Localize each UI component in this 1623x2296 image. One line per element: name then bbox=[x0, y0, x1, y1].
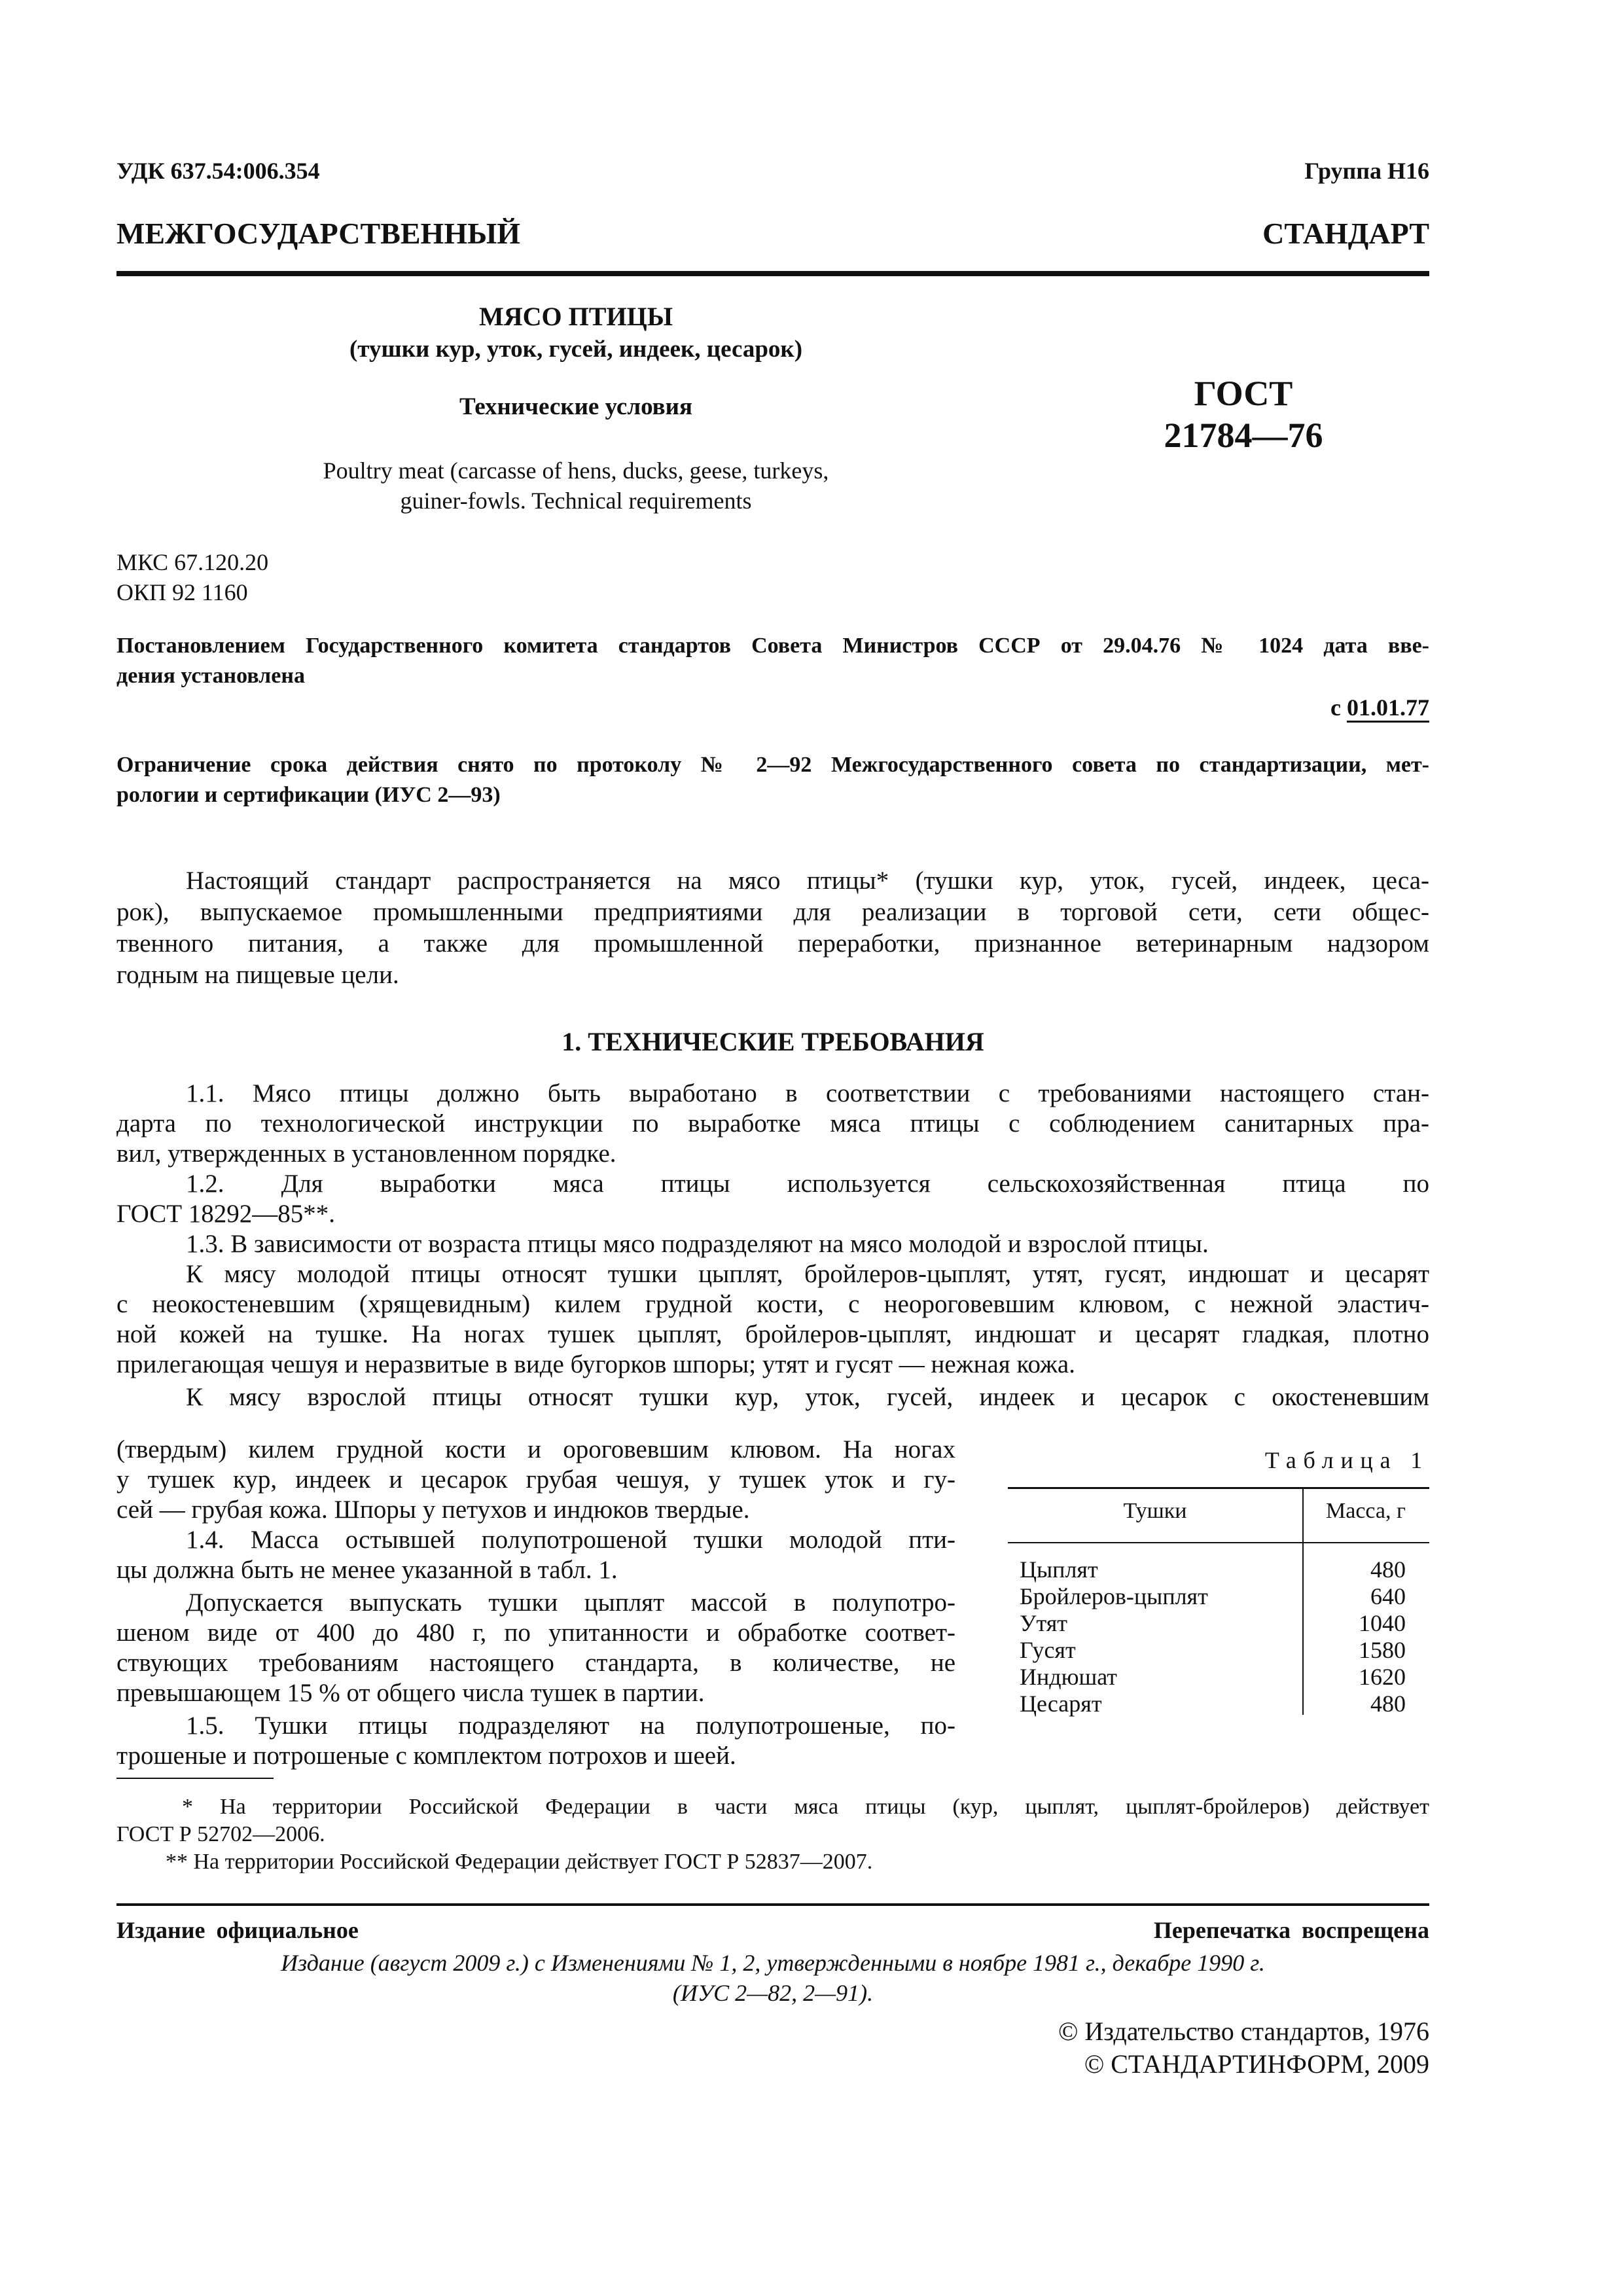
table-cell-mass: 640 bbox=[1370, 1583, 1406, 1609]
allowance-line: шеном виде от 400 до 480 г, по упитанности и обработке соответ- bbox=[116, 1619, 955, 1647]
table-row bbox=[1020, 1556, 1406, 1583]
header-rule bbox=[116, 271, 1429, 276]
table-cell-mass: 1580 bbox=[1359, 1637, 1406, 1663]
table-cell-carcass: Утят bbox=[1020, 1610, 1068, 1636]
table-header-mass: Масса, г bbox=[1326, 1499, 1406, 1523]
section1-body bbox=[116, 1079, 1429, 1412]
young-poultry-line: прилегающая чешуя и неразвитые в виде бугорков шпоры; утят и гусят — нежная кожа. bbox=[116, 1350, 1075, 1378]
limitation-line1: Ограничение срока действия снято по протоколу № 2—92 Межгосударственного совета по стандартизации, мет- bbox=[116, 753, 1429, 777]
adult-poultry-line: у тушек кур, индеек и цесарок грубая чешуя, у тушек уток и гу- bbox=[116, 1465, 955, 1494]
edition-info-line1: Издание (август 2009 г.) с Изменениями № 1, 2, утвержденными в ноябре 1981 г., декабре 1990 г. bbox=[281, 1950, 1265, 1976]
clause-1-4-line: цы должна быть не менее указанной в табл. 1. bbox=[116, 1556, 618, 1584]
table-cell-mass: 1620 bbox=[1359, 1664, 1406, 1690]
allowance-line: ствующих требованиям настоящего стандарта, в количестве, не bbox=[116, 1649, 955, 1677]
table-cell-carcass: Бройлеров-цыплят bbox=[1020, 1583, 1208, 1609]
table-cell-mass: 480 bbox=[1370, 1691, 1406, 1717]
footnote-2: ** На территории Российской Федерации действует ГОСТ Р 52837—2007. bbox=[166, 1850, 873, 1874]
young-poultry-line: с неокостеневшим (хрящевидным) килем грудной кости, с неороговевшим клювом, с нежной эластич- bbox=[116, 1290, 1429, 1318]
adult-poultry-line: сей — грубая кожа. Шпоры у петухов и индюков твердые. bbox=[116, 1496, 750, 1524]
english-title-line2: guiner-fowls. Technical requirements bbox=[400, 488, 752, 514]
gost-number: 21784—76 bbox=[1164, 416, 1323, 455]
allowance-line: превышающем 15 % от общего числа тушек в партии. bbox=[116, 1679, 705, 1707]
intro-line: Настоящий стандарт распространяется на мясо птицы* (тушки кур, уток, гусей, индеек, цеса- bbox=[186, 867, 1429, 895]
table-row bbox=[1020, 1583, 1406, 1610]
official-edition: Издание официальное bbox=[116, 1917, 359, 1943]
effective-date-prefix: с bbox=[1330, 694, 1341, 721]
table-row bbox=[1020, 1637, 1406, 1664]
table-header-carcass: Тушки bbox=[1123, 1499, 1187, 1523]
decree-line1: Постановлением Государственного комитета стандартов Совета Министров СССР от 29.04.76 № 1024 дата вве- bbox=[116, 634, 1429, 658]
table-cell-carcass: Цыплят bbox=[1020, 1556, 1098, 1583]
table-cell-carcass: Цесарят bbox=[1020, 1691, 1102, 1717]
allowance-line: Допускается выпускать тушки цыплят массой в полупотро- bbox=[186, 1588, 955, 1617]
adult-poultry-line: К мясу взрослой птицы относят тушки кур, уток, гусей, индеек и цесарок с окостеневшим bbox=[186, 1383, 1429, 1411]
no-reprint: Перепечатка воспрещена bbox=[1153, 1917, 1429, 1943]
copyright-1976: © Издательство стандартов, 1976 bbox=[1058, 2017, 1429, 2046]
copyright-2009: © СТАНДАРТИНФОРМ, 2009 bbox=[1084, 2049, 1429, 2079]
young-poultry-line: ной кожей на тушке. На ногах тушек цыплят, бройлеров-цыплят, индюшат и цесарят гладкая, плотно bbox=[116, 1320, 1429, 1348]
udk-code: УДК 637.54:006.354 bbox=[116, 158, 320, 184]
group-code: Группа Н16 bbox=[1304, 158, 1429, 184]
clause-1-1-line: дарта по технологической инструкции по выработке мяса птицы с соблюдением санитарных пра- bbox=[116, 1109, 1429, 1138]
table-row bbox=[1020, 1691, 1406, 1717]
footnotes bbox=[116, 1793, 1429, 1876]
standard-banner: МЕЖГОСУДАРСТВЕННЫЙ СТАНДАРТ bbox=[116, 217, 1429, 250]
table-top-rule bbox=[1008, 1487, 1429, 1489]
intro-paragraph bbox=[116, 865, 1429, 991]
intro-line: рок), выпускаемое промышленными предприятиями для реализации в торговой сети, сети общес- bbox=[116, 898, 1429, 926]
clause-1-1-line: 1.1. Мясо птицы должно быть выработано в соответствии с требованиями настоящего стан- bbox=[186, 1079, 1429, 1107]
table-caption: Таблица 1 bbox=[1264, 1447, 1429, 1473]
clause-1-2-line: 1.2. Для выработки мяса птицы используется сельскохозяйственная птица по bbox=[186, 1170, 1429, 1198]
young-poultry-line: К мясу молодой птицы относят тушки цыплят, бройлеров-цыплят, утят, гусят, индюшат и цесарят bbox=[186, 1260, 1429, 1288]
technical-conditions: Технические условия bbox=[459, 393, 692, 420]
effective-date-block bbox=[1243, 694, 1429, 721]
left-column-text bbox=[116, 1435, 955, 1771]
table-body bbox=[1020, 1556, 1406, 1717]
clause-1-1-line: вил, утвержденных в установленном порядке. bbox=[116, 1139, 616, 1168]
subtitle: (тушки кур, уток, гусей, индеек, цесарок) bbox=[349, 336, 803, 363]
table-cell-mass: 480 bbox=[1370, 1556, 1406, 1583]
edition-info-line2: (ИУС 2—82, 2—91). bbox=[672, 1980, 874, 2006]
table-cell-carcass: Индюшат bbox=[1020, 1664, 1117, 1690]
section-heading: 1. ТЕХНИЧЕСКИЕ ТРЕБОВАНИЯ bbox=[562, 1027, 984, 1056]
intro-line: твенного питания, а также для промышленной переработки, признанное ветеринарным надзором bbox=[116, 929, 1429, 958]
decree-line2: дения установлена bbox=[116, 664, 305, 688]
limitation-line2: рологии и сертификации (ИУС 2—93) bbox=[116, 783, 501, 807]
footnote-separator bbox=[116, 1778, 274, 1779]
okp-code: ОКП 92 1160 bbox=[116, 579, 248, 605]
title: МЯСО ПТИЦЫ bbox=[479, 302, 673, 331]
table-row bbox=[1020, 1664, 1406, 1691]
adult-poultry-line: (твердым) килем грудной кости и ороговевшим клювом. На ногах bbox=[116, 1435, 955, 1463]
effective-date: 01.01.77 bbox=[1347, 694, 1429, 721]
footer-rule bbox=[116, 1903, 1429, 1906]
clause-1-5-line: трошеные и потрошеные с комплектом потрохов и шеей. bbox=[116, 1742, 736, 1770]
intro-line: годным на пищевые цели. bbox=[116, 961, 399, 989]
english-title-line1: Poultry meat (carcasse of hens, ducks, geese, turkeys, bbox=[323, 457, 829, 484]
table-header-rule bbox=[1008, 1542, 1429, 1543]
table-cell-mass: 1040 bbox=[1359, 1610, 1406, 1636]
table-row bbox=[1020, 1610, 1406, 1637]
mks-code: МКС 67.120.20 bbox=[116, 549, 269, 575]
clause-1-2-line: ГОСТ 18292—85**. bbox=[116, 1200, 336, 1228]
clause-1-4-line: 1.4. Масса остывшей полупотрошеной тушки молодой пти- bbox=[186, 1526, 955, 1554]
clause-1-3: 1.3. В зависимости от возраста птицы мясо подразделяют на мясо молодой и взрослой птицы. bbox=[186, 1230, 1209, 1258]
gost-label: ГОСТ bbox=[1194, 374, 1293, 413]
footnote-1-line: ГОСТ Р 52702—2006. bbox=[116, 1822, 325, 1846]
clause-1-5-line: 1.5. Тушки птицы подразделяют на полупотрошеные, по- bbox=[186, 1712, 955, 1740]
footnote-1-line: * На территории Российской Федерации в части мяса птицы (кур, цыплят, цыплят-бройлеров) действует bbox=[182, 1795, 1429, 1819]
table-cell-carcass: Гусят bbox=[1020, 1637, 1076, 1663]
